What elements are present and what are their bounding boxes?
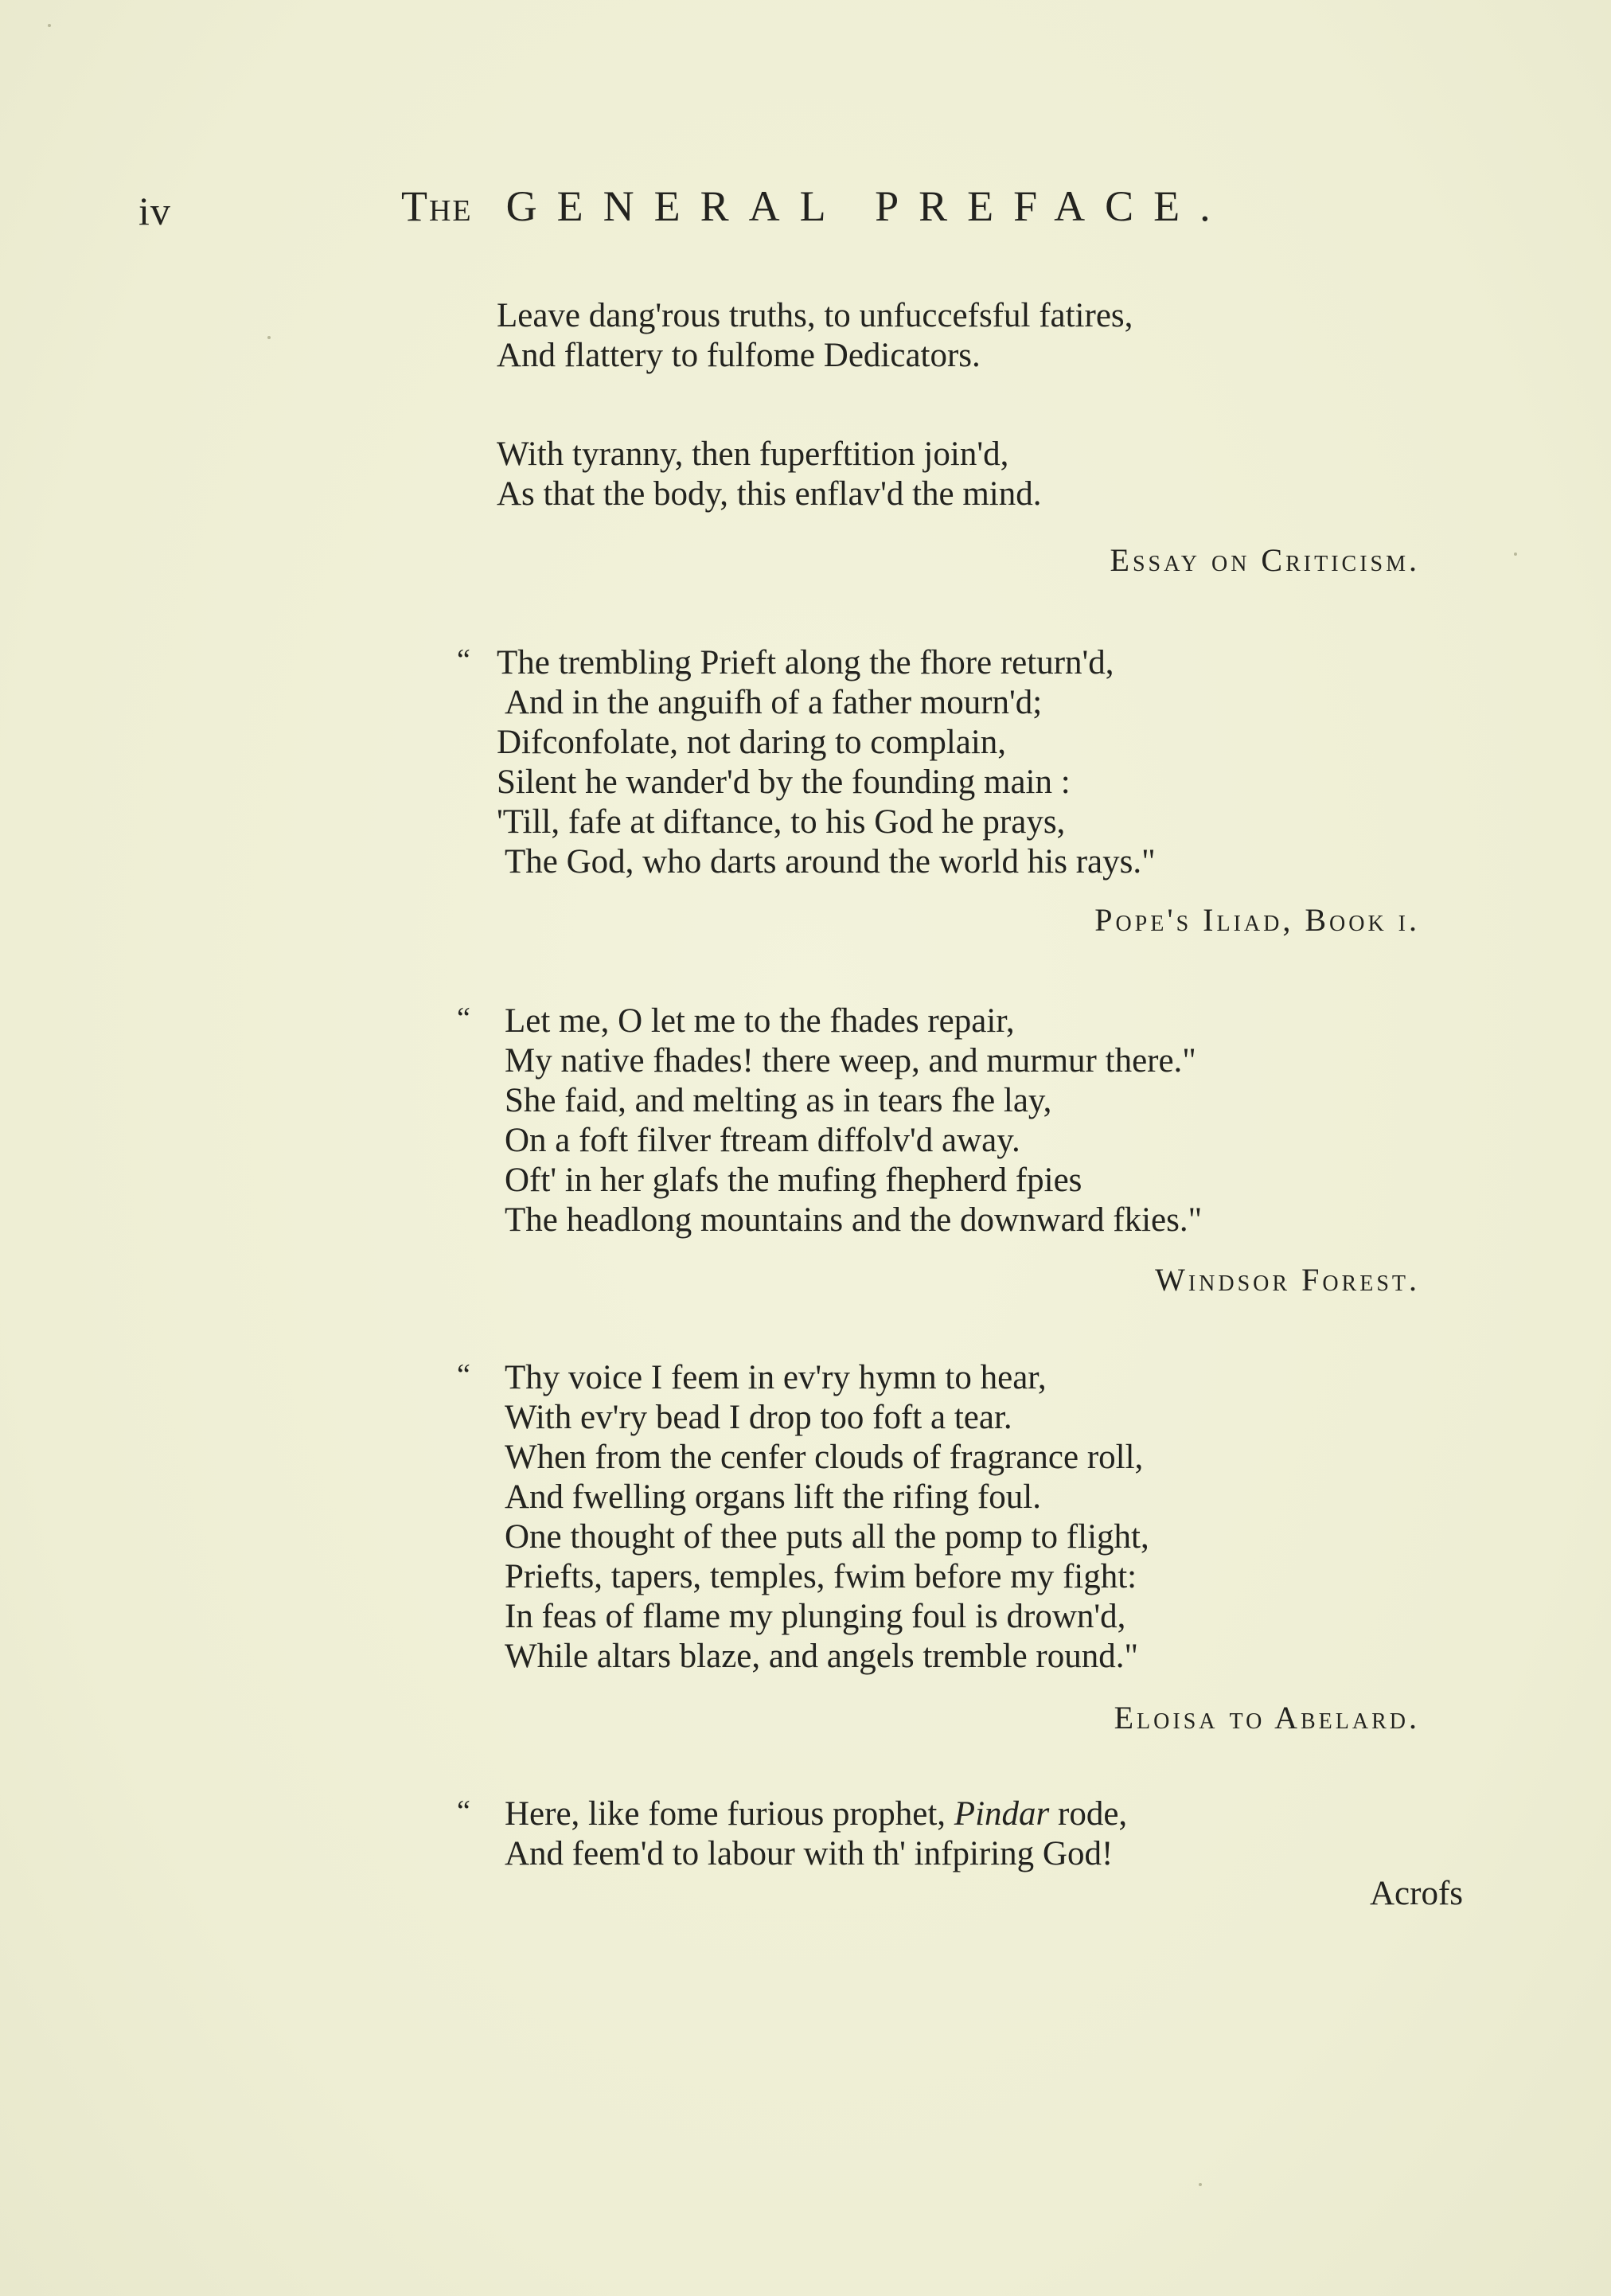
- verse-line: The headlong mountains and the downward fkies.": [505, 1201, 1203, 1239]
- verse-line: While altars blaze, and angels tremble round.": [505, 1638, 1139, 1675]
- running-head-prefix: The: [401, 182, 473, 230]
- verse-line: 'Till, fafe at diftance, to his God he prays,: [497, 803, 1066, 841]
- attribution-source: Windsor Forest.: [1155, 1262, 1420, 1298]
- verse-line: As that the body, this enflav'd the mind.: [497, 475, 1042, 513]
- running-head-title: GENERAL PREFACE.: [505, 182, 1231, 230]
- opening-quote-mark: “: [457, 1002, 470, 1035]
- verse-line: Thy voice I feem in ev'ry hymn to hear,: [505, 1359, 1047, 1396]
- opening-quote-mark: “: [457, 1358, 470, 1392]
- attribution-source: Eloisa to Abelard.: [1114, 1700, 1420, 1736]
- attribution-source: Pope's Iliad, Book i.: [1094, 902, 1420, 938]
- attribution-source: Essay on Criticism.: [1110, 542, 1420, 578]
- verse-line: Difconfolate, not daring to complain,: [497, 724, 1007, 761]
- verse-line: With tyranny, then fuperftition join'd,: [497, 435, 1009, 473]
- page-number: iv: [138, 189, 171, 233]
- opening-quote-mark: “: [457, 1794, 470, 1828]
- catchword: Acrofs: [1369, 1875, 1463, 1912]
- running-head: [401, 182, 1231, 231]
- verse-line: The God, who darts around the world his rays.": [505, 843, 1156, 881]
- verse-line: With ev'ry bead I drop too foft a tear.: [505, 1399, 1012, 1436]
- verse-line: In feas of flame my plunging foul is drown'd,: [505, 1598, 1126, 1635]
- verse-line: The trembling Prieft along the fhore return'd,: [497, 644, 1114, 681]
- verse-line: Silent he wander'd by the founding main :: [497, 763, 1071, 801]
- verse-line: One thought of thee puts all the pomp to flight,: [505, 1518, 1149, 1556]
- poem-stanza: [457, 1358, 1149, 1677]
- verse-line-with-italic: Here, like fome furious prophet, Pindar rode,: [505, 1795, 1128, 1833]
- verse-line: Oft' in her glafs the mufing fhepherd fpies: [505, 1162, 1082, 1199]
- verse-line: When from the cenfer clouds of fragrance roll,: [505, 1439, 1144, 1476]
- verse-line: And fwelling organs lift the rifing foul.: [505, 1478, 1041, 1516]
- poem-stanza: [457, 643, 1156, 882]
- opening-quote-mark: “: [457, 643, 470, 677]
- verse-line: She faid, and melting as in tears fhe lay,: [505, 1082, 1052, 1119]
- verse-line: And in the anguifh of a father mourn'd;: [505, 684, 1043, 721]
- paper-speck: [1199, 2183, 1202, 2186]
- poem-stanza: [497, 296, 1133, 376]
- verse-line: And flattery to fulfome Dedicators.: [497, 337, 981, 374]
- poem-stanza: [497, 435, 1042, 514]
- verse-line: Let me, O let me to the fhades repair,: [505, 1002, 1015, 1040]
- verse-line: My native fhades! there weep, and murmur there.": [505, 1042, 1196, 1080]
- poem-stanza: [457, 1002, 1203, 1240]
- verse-line: Leave dang'rous truths, to unfuccefsful fatires,: [497, 297, 1133, 334]
- verse-line: And feem'd to labour with th' infpiring God!: [505, 1835, 1114, 1872]
- verse-line: On a foft filver ftream diffolv'd away.: [505, 1122, 1020, 1159]
- paper-speck: [48, 24, 51, 27]
- paper-speck: [267, 336, 271, 339]
- poem-stanza: [457, 1794, 1128, 1874]
- verse-line: Priefts, tapers, temples, fwim before my fight:: [505, 1558, 1137, 1595]
- italic-name: Pindar: [954, 1795, 1050, 1833]
- paper-speck: [1514, 553, 1517, 556]
